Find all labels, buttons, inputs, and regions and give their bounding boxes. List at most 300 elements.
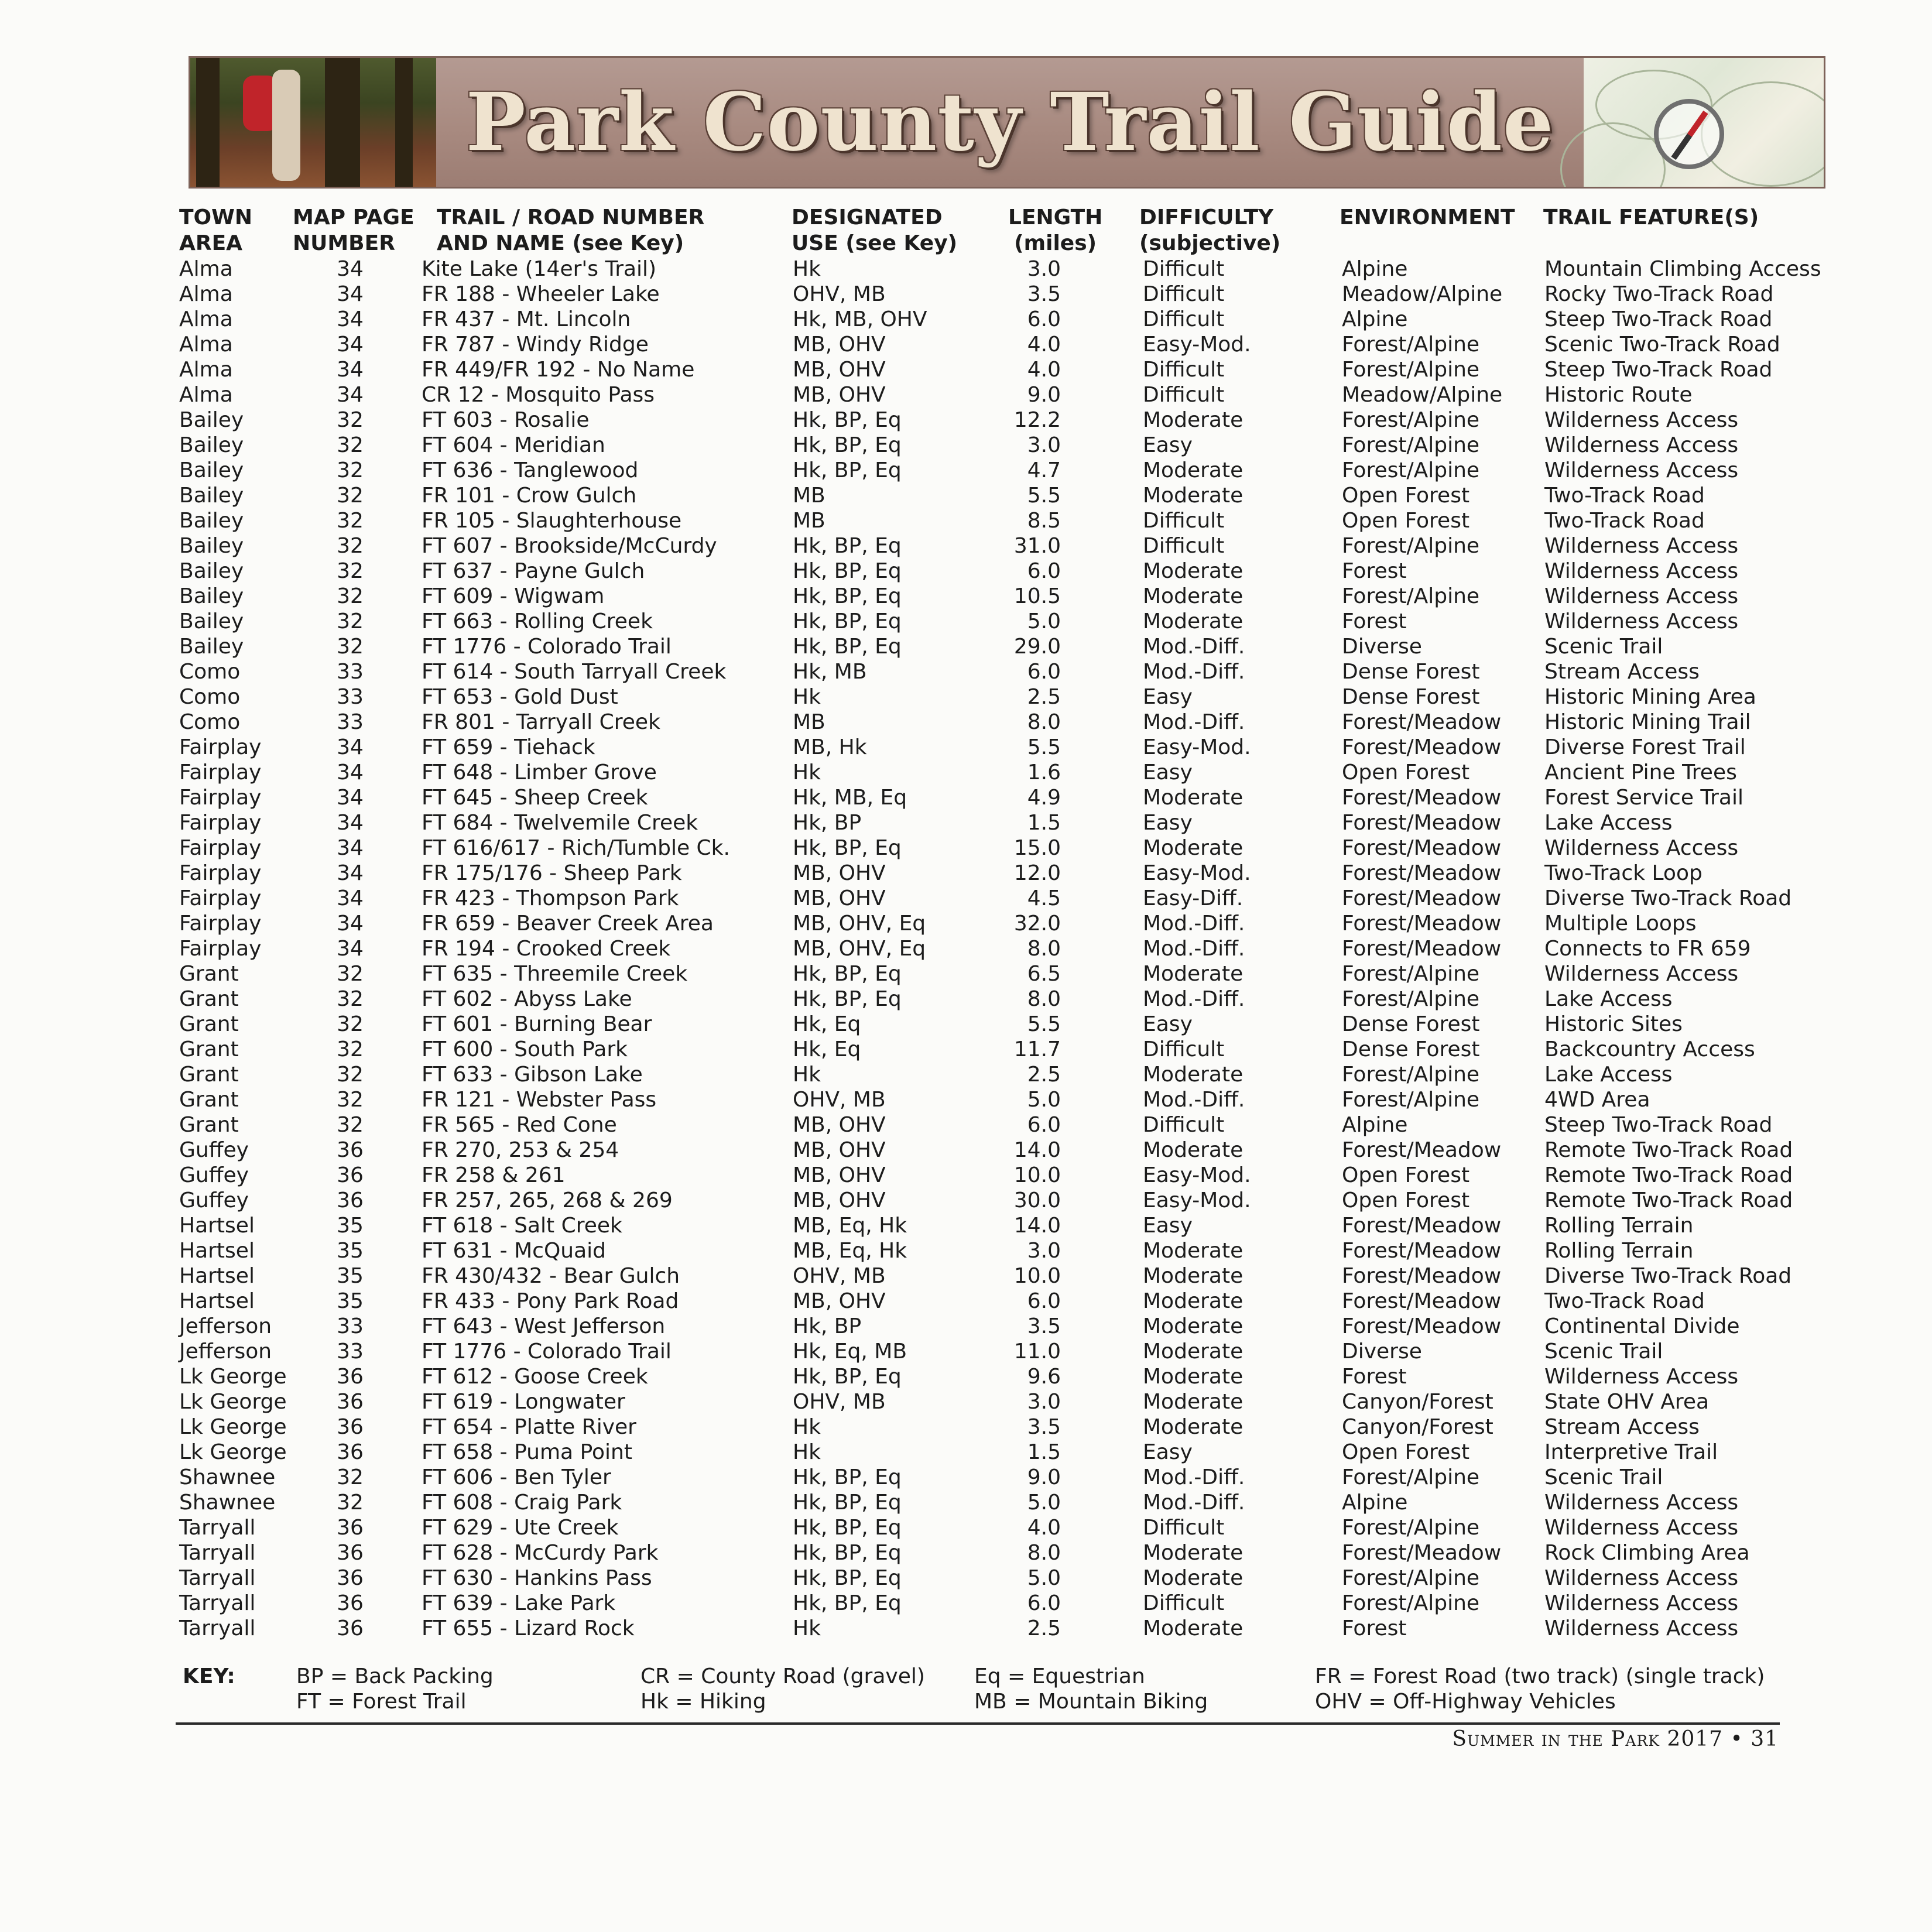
trail-name-cell: FT 1776 - Colorado Trail	[422, 1340, 672, 1364]
trail-name-cell: FT 600 - South Park	[422, 1037, 628, 1061]
difficulty-cell: Moderate	[1143, 1616, 1244, 1640]
table-row	[179, 1616, 1818, 1641]
trail-name-cell: FR 430/432 - Bear Gulch	[422, 1264, 680, 1288]
town-cell: Bailey	[179, 484, 244, 508]
difficulty-cell: Mod.-Diff.	[1143, 987, 1245, 1011]
table-row	[179, 1591, 1818, 1616]
town-cell: Fairplay	[179, 937, 262, 961]
town-cell: Jefferson	[179, 1340, 272, 1364]
feature-cell: Lake Access	[1544, 987, 1673, 1011]
difficulty-cell: Moderate	[1143, 1390, 1244, 1414]
map-page-cell: 32	[337, 534, 364, 558]
length-cell: 9.0	[1027, 383, 1061, 407]
key-cr: CR = County Road (gravel)	[640, 1664, 925, 1688]
table-row	[179, 1339, 1818, 1364]
environment-cell: Open Forest	[1342, 1440, 1470, 1464]
length-cell: 3.5	[1027, 1415, 1061, 1439]
use-cell: MB, OHV	[793, 333, 886, 357]
table-row	[179, 433, 1818, 458]
feature-cell: Rolling Terrain	[1544, 1214, 1694, 1238]
feature-cell: Wilderness Access	[1544, 1566, 1739, 1590]
difficulty-cell: Moderate	[1143, 1541, 1244, 1565]
environment-cell: Forest/Alpine	[1342, 333, 1480, 357]
table-row	[179, 1490, 1818, 1515]
map-page-cell: 36	[337, 1566, 364, 1590]
difficulty-cell: Moderate	[1143, 609, 1244, 633]
town-cell: Bailey	[179, 534, 244, 558]
table-header	[179, 205, 1818, 256]
header-town: TOWN AREA	[179, 205, 252, 255]
map-page-cell: 34	[337, 912, 364, 936]
feature-cell: State OHV Area	[1544, 1390, 1710, 1414]
difficulty-cell: Difficult	[1143, 358, 1225, 382]
length-cell: 30.0	[1013, 1188, 1061, 1212]
trail-name-cell: FR 121 - Webster Pass	[422, 1088, 657, 1112]
map-page-cell: 35	[337, 1264, 364, 1288]
length-cell: 6.0	[1027, 307, 1061, 331]
length-cell: 14.0	[1013, 1138, 1061, 1162]
feature-cell: Historic Mining Trail	[1544, 710, 1751, 734]
trail-name-cell: FT 619 - Longwater	[422, 1390, 625, 1414]
length-cell: 3.5	[1027, 1314, 1061, 1338]
difficulty-cell: Easy-Diff.	[1143, 886, 1244, 910]
environment-cell: Forest/Alpine	[1342, 1591, 1480, 1615]
map-page-cell: 36	[337, 1591, 364, 1615]
trail-name-cell: FT 643 - West Jefferson	[422, 1314, 666, 1338]
environment-cell: Forest/Alpine	[1342, 458, 1480, 482]
trail-name-cell: FT 648 - Limber Grove	[422, 761, 657, 785]
length-cell: 2.5	[1027, 1616, 1061, 1640]
use-cell: Hk, BP, Eq	[793, 1465, 902, 1489]
feature-cell: Stream Access	[1544, 660, 1700, 684]
town-cell: Grant	[179, 987, 239, 1011]
map-compass-photo	[1584, 58, 1824, 187]
use-cell: MB, OHV, Eq	[793, 912, 926, 936]
map-page-cell: 34	[337, 886, 364, 910]
table-row	[179, 1440, 1818, 1465]
difficulty-cell: Mod.-Diff.	[1143, 1088, 1245, 1112]
key-legend	[183, 1664, 1822, 1717]
map-page-cell: 34	[337, 358, 364, 382]
feature-cell: Wilderness Access	[1544, 534, 1739, 558]
town-cell: Shawnee	[179, 1465, 276, 1489]
town-cell: Tarryall	[179, 1541, 256, 1565]
trail-name-cell: FT 606 - Ben Tyler	[422, 1465, 611, 1489]
feature-cell: Diverse Two-Track Road	[1544, 1264, 1792, 1288]
length-cell: 4.0	[1027, 1516, 1061, 1540]
table-row	[179, 407, 1818, 433]
table-row	[179, 659, 1818, 684]
use-cell: Hk, BP, Eq	[793, 458, 902, 482]
table-row	[179, 483, 1818, 508]
difficulty-cell: Easy-Mod.	[1143, 1163, 1251, 1187]
environment-cell: Forest	[1342, 559, 1407, 583]
trail-table	[179, 205, 1821, 1641]
map-page-cell: 35	[337, 1239, 364, 1263]
trail-name-cell: FR 194 - Crooked Creek	[422, 937, 671, 961]
town-cell: Alma	[179, 333, 233, 357]
environment-cell: Canyon/Forest	[1342, 1390, 1493, 1414]
trail-name-cell: FT 601 - Burning Bear	[422, 1012, 652, 1036]
feature-cell: Diverse Forest Trail	[1544, 735, 1746, 759]
trail-name-cell: FR 101 - Crow Gulch	[422, 484, 637, 508]
length-cell: 3.0	[1027, 257, 1061, 281]
trail-name-cell: FT 654 - Platte River	[422, 1415, 636, 1439]
use-cell: MB, OHV	[793, 1113, 886, 1137]
length-cell: 8.5	[1027, 509, 1061, 533]
difficulty-cell: Moderate	[1143, 1239, 1244, 1263]
map-page-cell: 36	[337, 1440, 364, 1464]
title-banner	[189, 56, 1825, 189]
environment-cell: Forest/Alpine	[1342, 1566, 1480, 1590]
map-page-cell: 33	[337, 710, 364, 734]
town-cell: Fairplay	[179, 861, 262, 885]
feature-cell: Wilderness Access	[1544, 962, 1739, 986]
difficulty-cell: Easy-Mod.	[1143, 861, 1251, 885]
environment-cell: Forest/Meadow	[1342, 861, 1502, 885]
trail-name-cell: FT 602 - Abyss Lake	[422, 987, 632, 1011]
table-row	[179, 760, 1818, 785]
table-row	[179, 1314, 1818, 1339]
trail-name-cell: FT 635 - Threemile Creek	[422, 962, 688, 986]
use-cell: Hk, MB, OHV	[793, 307, 927, 331]
environment-cell: Alpine	[1342, 307, 1408, 331]
environment-cell: Forest/Meadow	[1342, 1289, 1502, 1313]
environment-cell: Meadow/Alpine	[1342, 282, 1503, 306]
map-page-cell: 36	[337, 1516, 364, 1540]
feature-cell: Two-Track Loop	[1544, 861, 1703, 885]
town-cell: Alma	[179, 307, 233, 331]
length-cell: 1.5	[1027, 1440, 1061, 1464]
environment-cell: Forest/Alpine	[1342, 1063, 1480, 1087]
difficulty-cell: Moderate	[1143, 786, 1244, 810]
length-cell: 5.0	[1027, 1566, 1061, 1590]
difficulty-cell: Easy	[1143, 1214, 1193, 1238]
town-cell: Hartsel	[179, 1239, 255, 1263]
map-page-cell: 32	[337, 987, 364, 1011]
length-cell: 3.5	[1027, 282, 1061, 306]
table-row	[179, 1062, 1818, 1087]
difficulty-cell: Easy	[1143, 685, 1193, 709]
use-cell: Hk	[793, 685, 821, 709]
town-cell: Bailey	[179, 509, 244, 533]
feature-cell: Wilderness Access	[1544, 1616, 1739, 1640]
header-length: LENGTH (miles)	[1008, 205, 1103, 255]
trail-name-cell: FT 616/617 - Rich/Tumble Ck.	[422, 836, 730, 860]
length-cell: 8.0	[1027, 987, 1061, 1011]
trail-name-cell: FT 645 - Sheep Creek	[422, 786, 648, 810]
difficulty-cell: Moderate	[1143, 1314, 1244, 1338]
trail-name-cell: FR 437 - Mt. Lincoln	[422, 307, 631, 331]
difficulty-cell: Mod.-Diff.	[1143, 937, 1245, 961]
environment-cell: Canyon/Forest	[1342, 1415, 1493, 1439]
table-row	[179, 609, 1818, 634]
feature-cell: Two-Track Road	[1544, 509, 1705, 533]
map-page-cell: 32	[337, 1088, 364, 1112]
feature-cell: Lake Access	[1544, 1063, 1673, 1087]
table-body	[179, 256, 1821, 1641]
difficulty-cell: Mod.-Diff.	[1143, 660, 1245, 684]
feature-cell: Rock Climbing Area	[1544, 1541, 1750, 1565]
compass-icon	[1654, 99, 1724, 169]
town-cell: Hartsel	[179, 1214, 255, 1238]
environment-cell: Forest/Meadow	[1342, 1239, 1502, 1263]
use-cell: Hk	[793, 1415, 821, 1439]
difficulty-cell: Difficult	[1143, 307, 1225, 331]
table-row	[179, 256, 1821, 282]
town-cell: Bailey	[179, 408, 244, 432]
map-page-cell: 33	[337, 660, 364, 684]
town-cell: Guffey	[179, 1188, 249, 1212]
difficulty-cell: Moderate	[1143, 484, 1244, 508]
feature-cell: Wilderness Access	[1544, 1516, 1739, 1540]
difficulty-cell: Difficult	[1143, 282, 1225, 306]
length-cell: 11.0	[1013, 1340, 1061, 1364]
environment-cell: Forest/Alpine	[1342, 358, 1480, 382]
use-cell: MB, OHV	[793, 358, 886, 382]
length-cell: 3.0	[1027, 1239, 1061, 1263]
table-row	[179, 634, 1818, 659]
map-page-cell: 34	[337, 257, 364, 281]
feature-cell: Remote Two-Track Road	[1544, 1138, 1793, 1162]
environment-cell: Forest/Meadow	[1342, 1314, 1502, 1338]
trail-name-cell: Kite Lake (14er's Trail)	[422, 257, 657, 281]
table-row	[179, 911, 1818, 936]
use-cell: MB, Eq, Hk	[793, 1239, 907, 1263]
table-row	[179, 1037, 1818, 1062]
use-cell: Hk, BP, Eq	[793, 1566, 902, 1590]
difficulty-cell: Difficult	[1143, 1591, 1225, 1615]
feature-cell: Wilderness Access	[1544, 559, 1739, 583]
length-cell: 14.0	[1013, 1214, 1061, 1238]
feature-cell: Interpretive Trail	[1544, 1440, 1718, 1464]
feature-cell: Wilderness Access	[1544, 408, 1739, 432]
trail-name-cell: FR 257, 265, 268 & 269	[422, 1188, 673, 1212]
environment-cell: Forest/Alpine	[1342, 987, 1480, 1011]
map-page-cell: 32	[337, 509, 364, 533]
map-page-cell: 34	[337, 383, 364, 407]
trail-name-cell: FT 604 - Meridian	[422, 433, 605, 457]
table-row	[179, 307, 1818, 332]
town-cell: Tarryall	[179, 1591, 256, 1615]
difficulty-cell: Moderate	[1143, 584, 1244, 608]
trail-name-cell: FT 659 - Tiehack	[422, 735, 595, 759]
environment-cell: Forest/Meadow	[1342, 836, 1502, 860]
use-cell: Hk, BP, Eq	[793, 408, 902, 432]
difficulty-cell: Mod.-Diff.	[1143, 1491, 1245, 1515]
key-fr: FR = Forest Road (two track) (single track)	[1315, 1664, 1765, 1688]
feature-cell: Historic Route	[1544, 383, 1693, 407]
length-cell: 4.9	[1027, 786, 1061, 810]
trail-name-cell: FT 636 - Tanglewood	[422, 458, 639, 482]
town-cell: Fairplay	[179, 912, 262, 936]
trail-name-cell: FR 565 - Red Cone	[422, 1113, 617, 1137]
header-feature: TRAIL FEATURE(S)	[1543, 205, 1759, 229]
environment-cell: Dense Forest	[1342, 1037, 1480, 1061]
difficulty-cell: Easy-Mod.	[1143, 333, 1251, 357]
use-cell: MB, OHV, Eq	[793, 937, 926, 961]
table-row	[179, 785, 1818, 810]
feature-cell: Rocky Two-Track Road	[1544, 282, 1774, 306]
map-page-cell: 32	[337, 1012, 364, 1036]
use-cell: Hk, BP, Eq	[793, 584, 902, 608]
trail-name-cell: FT 607 - Brookside/McCurdy	[422, 534, 717, 558]
difficulty-cell: Moderate	[1143, 1138, 1244, 1162]
environment-cell: Forest	[1342, 1365, 1407, 1389]
map-page-cell: 34	[337, 937, 364, 961]
length-cell: 9.6	[1027, 1365, 1061, 1389]
use-cell: MB, OHV	[793, 1289, 886, 1313]
map-page-cell: 34	[337, 836, 364, 860]
feature-cell: Mountain Climbing Access	[1544, 257, 1821, 281]
difficulty-cell: Moderate	[1143, 1566, 1244, 1590]
town-cell: Fairplay	[179, 811, 262, 835]
feature-cell: Two-Track Road	[1544, 484, 1705, 508]
map-page-cell: 35	[337, 1214, 364, 1238]
table-row	[179, 1566, 1818, 1591]
town-cell: Como	[179, 660, 241, 684]
trail-name-cell: FR 175/176 - Sheep Park	[422, 861, 682, 885]
environment-cell: Forest/Meadow	[1342, 710, 1502, 734]
key-hk: Hk = Hiking	[640, 1690, 766, 1714]
feature-cell: Continental Divide	[1544, 1314, 1740, 1338]
difficulty-cell: Difficult	[1143, 1516, 1225, 1540]
trail-name-cell: FT 637 - Payne Gulch	[422, 559, 645, 583]
table-row	[179, 559, 1818, 584]
map-page-cell: 32	[337, 433, 364, 457]
map-page-cell: 32	[337, 635, 364, 659]
trail-name-cell: FT 608 - Craig Park	[422, 1491, 622, 1515]
length-cell: 8.0	[1027, 710, 1061, 734]
environment-cell: Forest/Meadow	[1342, 886, 1502, 910]
table-row	[179, 1515, 1818, 1540]
map-page-cell: 32	[337, 962, 364, 986]
length-cell: 5.0	[1027, 1491, 1061, 1515]
table-row	[179, 735, 1818, 760]
environment-cell: Open Forest	[1342, 509, 1470, 533]
map-page-cell: 32	[337, 584, 364, 608]
trail-name-cell: FT 653 - Gold Dust	[422, 685, 618, 709]
length-cell: 4.7	[1027, 458, 1061, 482]
feature-cell: Scenic Two-Track Road	[1544, 333, 1780, 357]
environment-cell: Forest/Alpine	[1342, 1516, 1480, 1540]
feature-cell: Historic Sites	[1544, 1012, 1683, 1036]
header-map-page: MAP PAGE NUMBER	[293, 205, 415, 255]
table-row	[179, 1263, 1818, 1289]
use-cell: MB, OHV	[793, 383, 886, 407]
trail-name-cell: FT 684 - Twelvemile Creek	[422, 811, 698, 835]
trail-name-cell: FT 663 - Rolling Creek	[422, 609, 653, 633]
length-cell: 6.0	[1027, 559, 1061, 583]
map-page-cell: 32	[337, 1037, 364, 1061]
feature-cell: Two-Track Road	[1544, 1289, 1705, 1313]
town-cell: Grant	[179, 1012, 239, 1036]
environment-cell: Forest/Meadow	[1342, 912, 1502, 936]
map-page-cell: 33	[337, 685, 364, 709]
length-cell: 8.0	[1027, 1541, 1061, 1565]
map-page-cell: 34	[337, 786, 364, 810]
use-cell: Hk, BP, Eq	[793, 534, 902, 558]
table-row	[179, 458, 1818, 483]
difficulty-cell: Moderate	[1143, 1415, 1244, 1439]
use-cell: MB, OHV	[793, 1163, 886, 1187]
trail-name-cell: FT 631 - McQuaid	[422, 1239, 607, 1263]
trail-name-cell: FT 603 - Rosalie	[422, 408, 590, 432]
length-cell: 11.7	[1013, 1037, 1061, 1061]
town-cell: Grant	[179, 1113, 239, 1137]
trail-name-cell: FR 449/FR 192 - No Name	[422, 358, 695, 382]
feature-cell: Wilderness Access	[1544, 1365, 1739, 1389]
table-row	[179, 810, 1818, 835]
table-row	[179, 508, 1818, 533]
feature-cell: Multiple Loops	[1544, 912, 1697, 936]
town-cell: Fairplay	[179, 836, 262, 860]
trail-name-cell: FR 188 - Wheeler Lake	[422, 282, 660, 306]
difficulty-cell: Difficult	[1143, 257, 1225, 281]
use-cell: Hk, BP, Eq	[793, 1516, 902, 1540]
town-cell: Tarryall	[179, 1566, 256, 1590]
feature-cell: Wilderness Access	[1544, 1591, 1739, 1615]
difficulty-cell: Easy	[1143, 433, 1193, 457]
environment-cell: Dense Forest	[1342, 660, 1480, 684]
use-cell: Hk, MB, Eq	[793, 786, 907, 810]
environment-cell: Forest/Alpine	[1342, 1465, 1480, 1489]
use-cell: Hk, BP, Eq	[793, 433, 902, 457]
length-cell: 5.0	[1027, 1088, 1061, 1112]
feature-cell: Wilderness Access	[1544, 836, 1739, 860]
key-ohv: OHV = Off-Highway Vehicles	[1315, 1690, 1616, 1714]
difficulty-cell: Moderate	[1143, 836, 1244, 860]
length-cell: 6.5	[1027, 962, 1061, 986]
publication-name: Summer in the Park	[1452, 1727, 1660, 1751]
page-title: Park County Trail Guide	[465, 76, 1554, 169]
table-row	[179, 1289, 1818, 1314]
environment-cell: Forest/Alpine	[1342, 534, 1480, 558]
use-cell: MB, OHV	[793, 886, 886, 910]
difficulty-cell: Easy	[1143, 1012, 1193, 1036]
difficulty-cell: Moderate	[1143, 962, 1244, 986]
use-cell: Hk, Eq, MB	[793, 1340, 907, 1364]
length-cell: 2.5	[1027, 685, 1061, 709]
environment-cell: Forest/Alpine	[1342, 1088, 1480, 1112]
table-row	[179, 835, 1818, 861]
town-cell: Lk George	[179, 1365, 287, 1389]
town-cell: Alma	[179, 383, 233, 407]
environment-cell: Alpine	[1342, 1491, 1408, 1515]
table-row	[179, 986, 1818, 1012]
table-row	[179, 936, 1818, 961]
town-cell: Bailey	[179, 458, 244, 482]
length-cell: 5.0	[1027, 609, 1061, 633]
town-cell: Fairplay	[179, 786, 262, 810]
length-cell: 1.6	[1027, 761, 1061, 785]
town-cell: Fairplay	[179, 735, 262, 759]
use-cell: OHV, MB	[793, 1088, 886, 1112]
map-page-cell: 32	[337, 1491, 364, 1515]
length-cell: 12.0	[1013, 861, 1061, 885]
key-eq: Eq = Equestrian	[974, 1664, 1145, 1688]
town-cell: Lk George	[179, 1415, 287, 1439]
trail-name-cell: FT 612 - Goose Creek	[422, 1365, 648, 1389]
trail-name-cell: FR 801 - Tarryall Creek	[422, 710, 660, 734]
difficulty-cell: Moderate	[1143, 1365, 1244, 1389]
town-cell: Grant	[179, 1063, 239, 1087]
table-row	[179, 382, 1818, 407]
use-cell: Hk, BP, Eq	[793, 1541, 902, 1565]
feature-cell: Forest Service Trail	[1544, 786, 1743, 810]
trail-name-cell: FT 658 - Puma Point	[422, 1440, 632, 1464]
map-page-cell: 34	[337, 861, 364, 885]
